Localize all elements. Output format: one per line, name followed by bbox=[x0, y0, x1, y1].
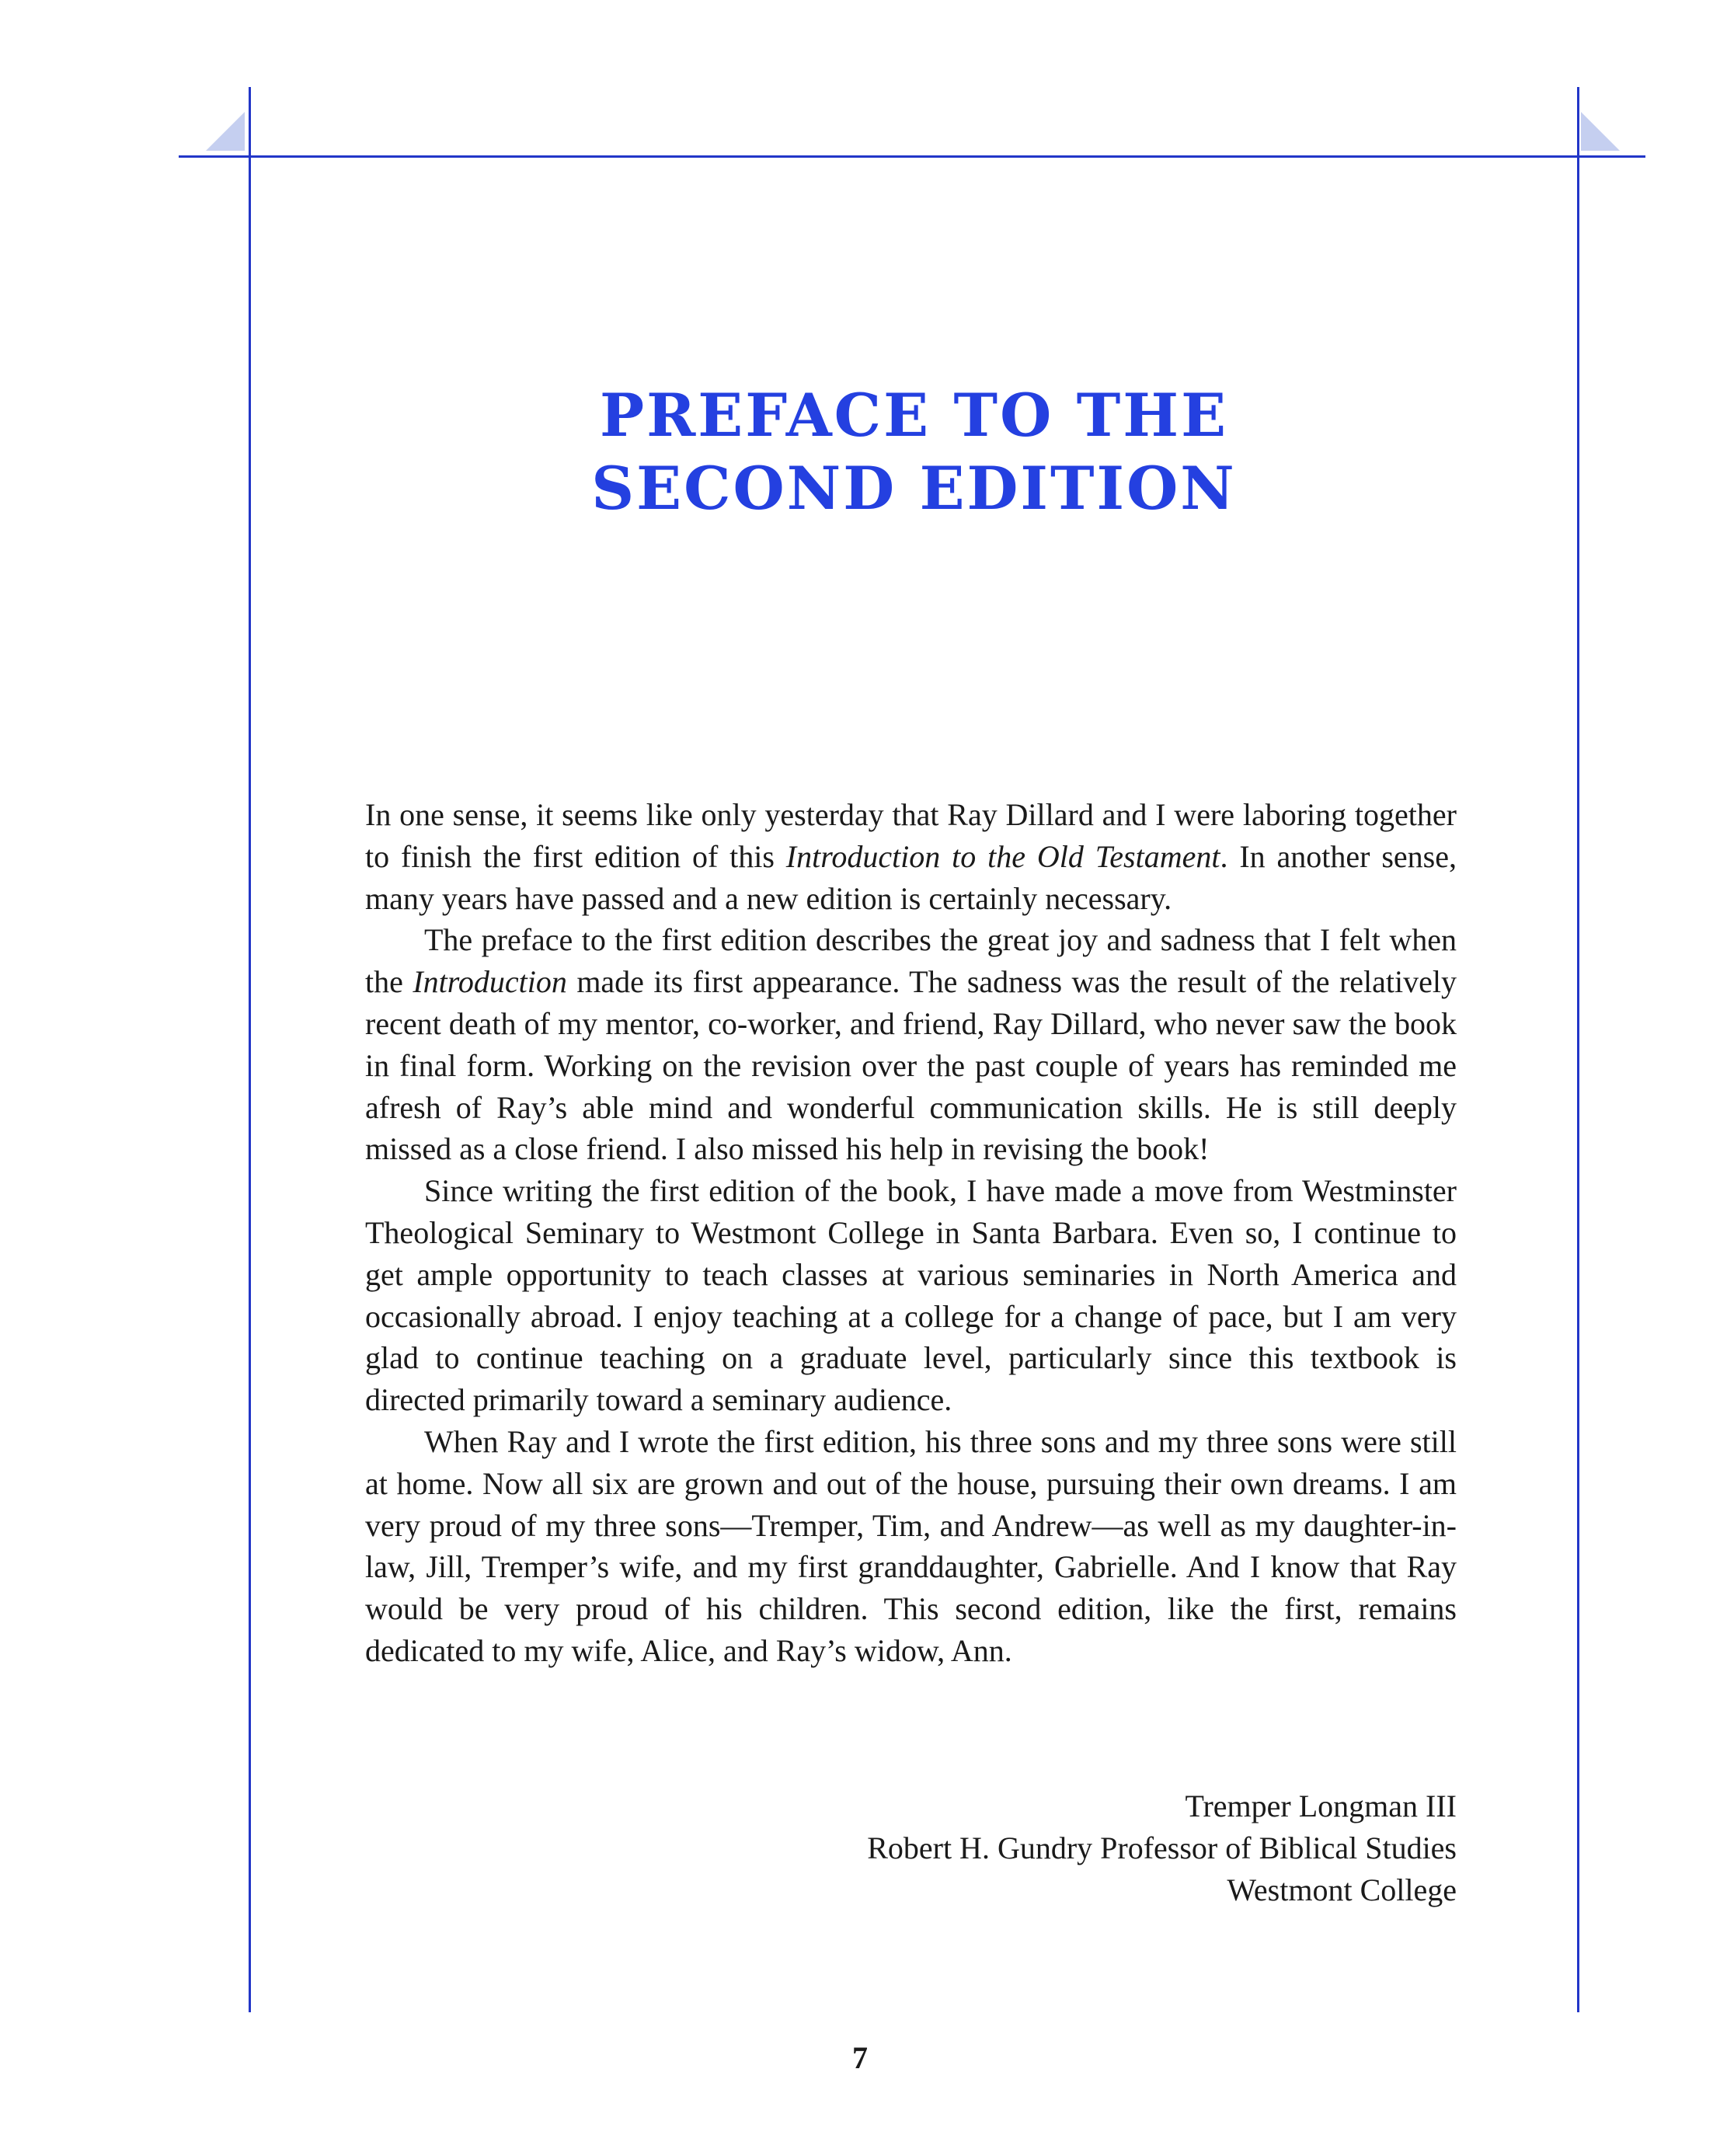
title-line-1: PREFACE TO THE bbox=[599, 381, 1229, 450]
book-title-italic: Introduction bbox=[413, 964, 567, 1000]
page-number: 7 bbox=[852, 2040, 868, 2075]
paragraph-segment: Since writing the first edition of the book, I have made a move from Westminster Theological Seminary to Westmont College in Santa Barbara. Even so, I continue to get ample opportunity to teach classes at various seminaries in North America and occasionally abroad. I enjoy teaching at a college for a change of pace, but I am very glad to continue teaching on a graduate level, particularly since this textbook is directed primarily toward a seminary audience. bbox=[365, 1173, 1457, 1418]
title-line-2: SECOND EDITION bbox=[591, 454, 1237, 523]
paragraph-2 bbox=[365, 919, 1457, 1170]
frame-right-rule bbox=[1577, 87, 1579, 2012]
paragraph-segment: . In another sense, many years have passed and a new edition is certainly necessary. bbox=[365, 838, 1457, 916]
signature-name: Tremper Longman III bbox=[1185, 1789, 1457, 1823]
paragraph-segment: made its first appearance. The sadness was the result of the relatively recent death of my mentor, co-worker, and friend, Ray Dillard, who never saw the book in final form. Working on the revision over the past couple of years has reminded me afresh of Ray’s able mind and wonderful communication skills. He is still deeply missed as a close friend. I also missed his help in revising the book! bbox=[365, 964, 1457, 1167]
corner-triangle-left-icon bbox=[206, 112, 245, 151]
paragraph-segment: When Ray and I wrote the first edition, his three sons and my three sons were still at home. Now all six are grown and out of the house, pursuing their own dreams. I am very proud of my three sons—Tremper, Tim, and Andrew—as well as my daughter-in-law, Jill, Tremper’s wife, and my first granddaughter, Gabrielle. And I know that Ray would be very proud of his children. This second edition, like the first, remains dedicated to my wife, Alice, and Ray’s widow, Ann. bbox=[365, 1423, 1457, 1668]
paragraph-4 bbox=[365, 1421, 1457, 1672]
page-title bbox=[251, 379, 1577, 525]
paragraph-segment: In one sense, it seems like only yesterday that Ray Dillard and I were laboring together to finish the first edition of this bbox=[365, 797, 1457, 874]
frame-left-rule bbox=[249, 87, 251, 2012]
signature-position: Robert H. Gundry Professor of Biblical Studies bbox=[867, 1830, 1457, 1865]
frame-top-rule bbox=[179, 155, 1645, 158]
paragraph-segment: The preface to the first edition describes the great joy and sadness that I felt when the bbox=[365, 922, 1457, 1000]
preface-body bbox=[365, 794, 1457, 1672]
corner-triangle-right-icon bbox=[1581, 112, 1620, 151]
signature-institution: Westmont College bbox=[1227, 1872, 1457, 1907]
signature-block bbox=[365, 1785, 1457, 1911]
book-title-italic: Introduction to the Old Testament bbox=[785, 838, 1220, 874]
paragraph-1 bbox=[365, 794, 1457, 919]
paragraph-3 bbox=[365, 1170, 1457, 1421]
